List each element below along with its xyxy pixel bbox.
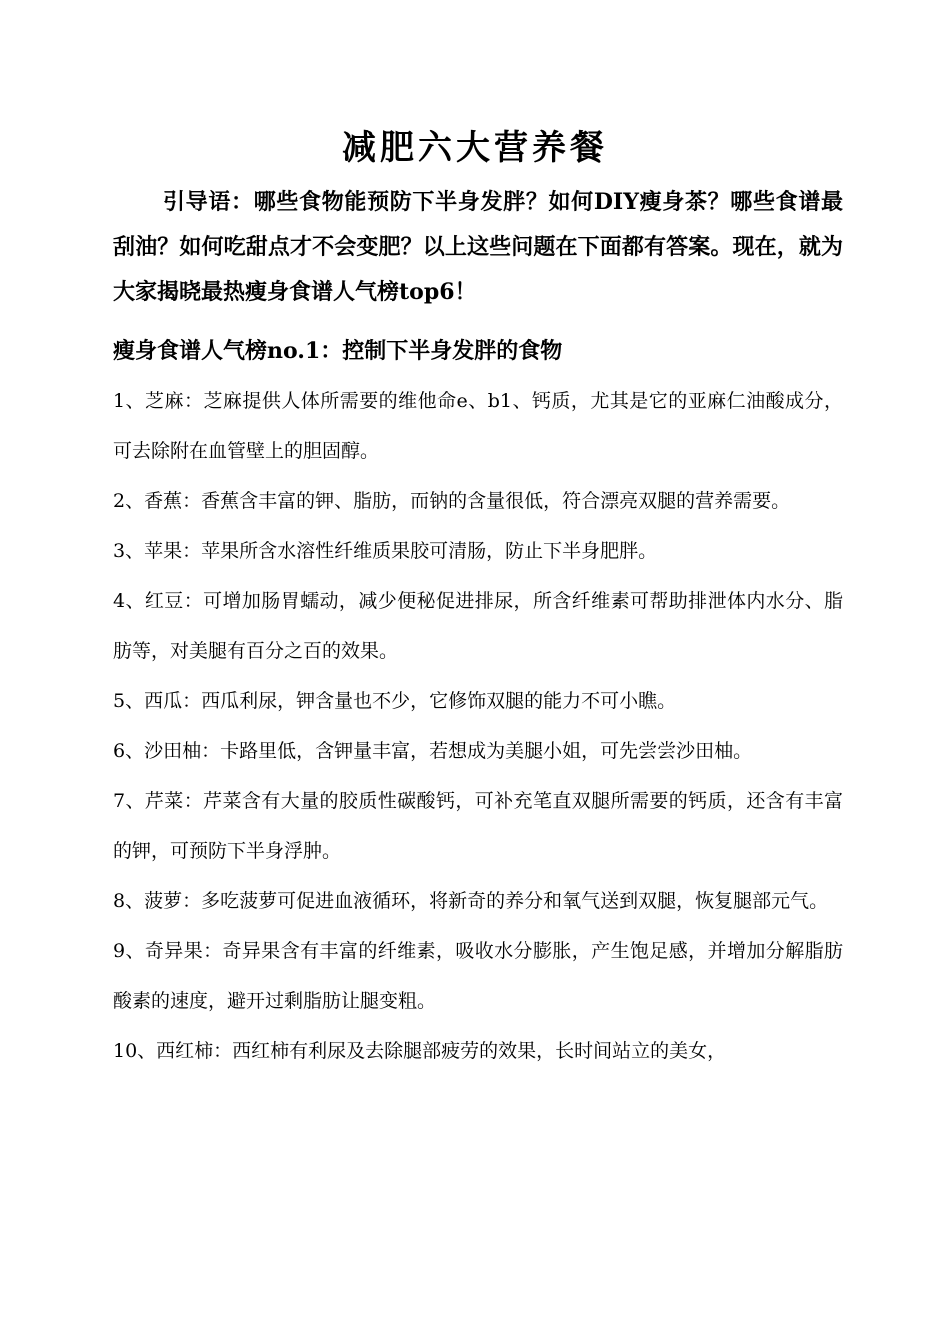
list-item: 2、香蕉：香蕉含丰富的钾、脂肪，而钠的含量很低，符合漂亮双腿的营养需要。: [113, 490, 791, 512]
list-item: 9、奇异果：奇异果含有丰富的纤维素，吸收水分膨胀，产生饱足感，并增加分解脂肪酸素的速度，避开过剩脂肪让腿变粗。: [113, 940, 843, 1012]
list-item: 1、芝麻：芝麻提供人体所需要的维他命e、b1、钙质，尤其是它的亚麻仁油酸成分，可去除附在血管壁上的胆固醇。: [113, 390, 843, 462]
list-item: 3、苹果：苹果所含水溶性纤维质果胶可清肠，防止下半身肥胖。: [113, 540, 658, 562]
list-item: 8、菠萝：多吃菠萝可促进血液循环，将新奇的养分和氧气送到双腿，恢复腿部元气。: [113, 890, 829, 912]
document-title: 减肥六大营养餐: [342, 128, 608, 168]
list-item: 5、西瓜：西瓜利尿，钾含量也不少，它修饰双腿的能力不可小瞧。: [113, 690, 677, 712]
list-item: 4、红豆：可增加肠胃蠕动，减少便秘促进排尿，所含纤维素可帮助排泄体内水分、脂肪等，对美腿有百分之百的效果。: [113, 590, 843, 662]
section-heading: 瘦身食谱人气榜no.1：控制下半身发胖的食物: [113, 338, 563, 364]
food-list: [113, 376, 843, 1076]
list-item: 7、芹菜：芹菜含有大量的胶质性碳酸钙，可补充笔直双腿所需要的钙质，还含有丰富的钾，可预防下半身浮肿。: [113, 790, 843, 862]
intro-paragraph: 引导语：哪些食物能预防下半身发胖？如何DIY瘦身茶？哪些食谱最刮油？如何吃甜点才不会变肥？以上这些问题在下面都有答案。现在，就为大家揭晓最热瘦身食谱人气榜top6！: [113, 189, 843, 305]
list-item: 10、西红柿：西红柿有利尿及去除腿部疲劳的效果，长时间站立的美女，: [113, 1040, 727, 1062]
list-item: 6、沙田柚：卡路里低，含钾量丰富，若想成为美腿小姐，可先尝尝沙田柚。: [113, 740, 753, 762]
